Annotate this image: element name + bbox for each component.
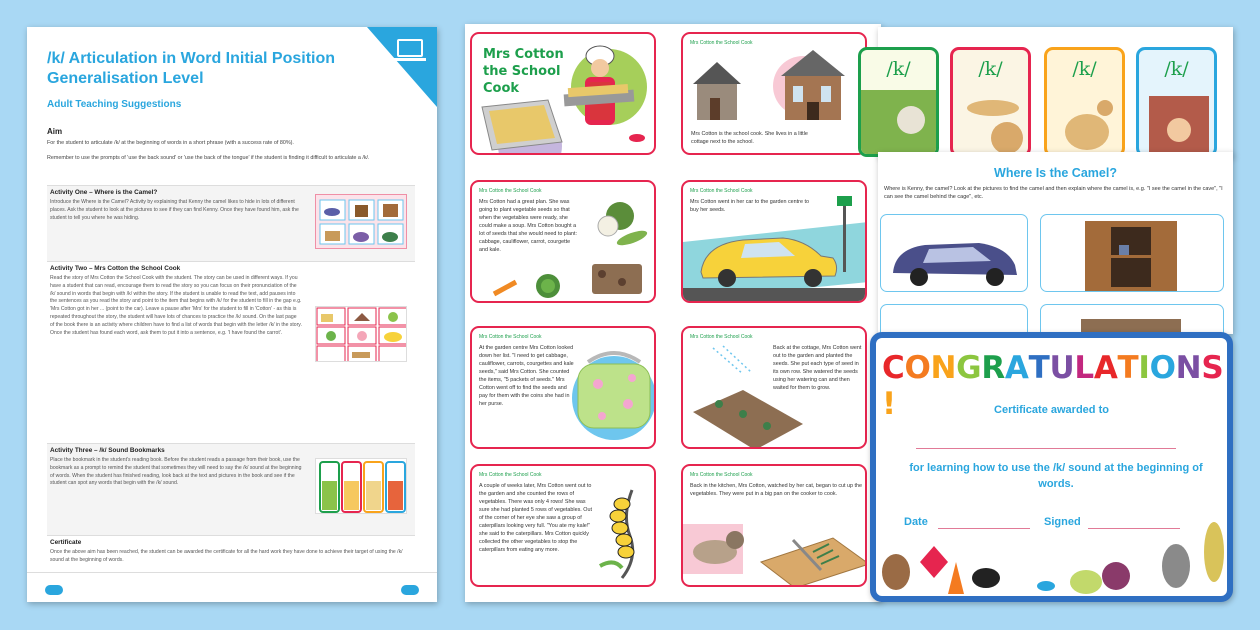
picture-box-car — [880, 214, 1028, 292]
where-is-camel-page — [878, 152, 1233, 334]
story-page-card — [681, 180, 867, 303]
story-page-text: Mrs Cotton went in her car to the garden centre to buy her seeds. — [690, 199, 809, 213]
certificate-reason: for learning how to use the /k/ sound at the beginning of words. — [909, 462, 1203, 490]
purse-illustration — [472, 328, 656, 449]
aim-heading: Aim — [47, 127, 63, 136]
certificate-heading-letter: C — [882, 350, 905, 386]
logo-icon — [401, 585, 419, 595]
bookmark-letter: /k/ — [1164, 58, 1189, 80]
date-label: Date — [904, 516, 928, 528]
watering-illustration — [683, 328, 867, 449]
bookmark-card — [1136, 47, 1217, 157]
story-page-card — [681, 326, 867, 449]
activity-heading: Activity Two – Mrs Cotton the School Cook — [50, 265, 181, 272]
story-page-card — [681, 464, 867, 587]
camel-activity-instructions: Where is Kenny, the camel? Look at the pictures to find the camel and then explain where the camel is, e.g. "I see the camel in the cave", "I can see the camel behind the cage", etc. — [884, 186, 1223, 200]
certificate-heading-letter: U — [1049, 350, 1075, 386]
story-page-card — [681, 32, 867, 155]
bookmark-letter: /k/ — [978, 58, 1003, 80]
car-illustration — [683, 182, 867, 303]
activity-body: Once the above aim has been reached, the student can be awarded the certificate for all the hard work they have done to achieve their target of using the /k/ sound at the beginning of words. — [50, 549, 403, 563]
camel-activity-title: Where Is the Camel? — [994, 166, 1117, 180]
story-page-header: Mrs Cotton the School Cook — [690, 472, 753, 478]
teaching-notes-page — [27, 27, 437, 602]
kitchen-cat-illustration — [683, 466, 867, 587]
name-line — [916, 448, 1176, 449]
certificate-heading-letter: N — [1175, 350, 1202, 386]
certificate-heading-letter: L — [1074, 350, 1094, 386]
certificate-section — [47, 535, 415, 575]
activity-heading: Certificate — [50, 539, 82, 546]
certificate-heading-letter: O — [904, 350, 931, 386]
logo-icon — [45, 585, 63, 595]
certificate-heading-letter: R — [981, 350, 1005, 386]
camel-activity-thumbnail — [315, 194, 407, 249]
story-page-text: Mrs Cotton had a great plan. She was going to plant vegetable seeds so that when the vegetables were ready, she could make a soup. Mrs Cotton bought a lot of seeds that she would need to plant: cabbage, cauliflower, carrot, courgette and kale. — [479, 199, 577, 253]
picture-box-cupboard — [1040, 214, 1224, 292]
activity-one — [47, 185, 415, 261]
story-activity-thumbnail — [315, 306, 407, 362]
story-page-text: At the garden centre Mrs Cotton looked down her list. "I need to get cabbage, cauliflower, carrots, courgettes and kale seeds," said Mrs Cotton. She counted the items, "5 packets of seeds." Mrs Cotton went off to find the seeds and pay for them with the coins she had in her purse. — [479, 345, 574, 407]
page-footer — [27, 572, 437, 602]
page-title: /k/ Articulation in Word Initial Position Generalisation Level — [47, 50, 336, 87]
story-page-header: Mrs Cotton the School Cook — [690, 40, 753, 46]
story-page-text: A couple of weeks later, Mrs Cotton went out to the garden and she counted the rows of vegetables. There was only 4 rows! She was sure she had planted 5 rows of vegetables. Out of the corner of her eye she saw a group of caterpillars looking very full. "You ate my kale!" she said to the caterpillars. Mrs Cotton quickly collected the other vegetables to stop the caterpillars from eating any more. — [479, 483, 592, 553]
activity-body: Place the bookmark in the student's reading book. Before the student reads a passage from their book, use the bookmark as a prompt to remind the student that sometimes they will need to say the /k/ sound at the beginning of words. When the student has finished reading, look back at the text and pictures in the book and see if the student can spot any words that begin with the /k/ sound. — [50, 457, 302, 487]
certificate-heading-letter: N — [930, 350, 957, 386]
certificate-heading-letter: A — [1004, 350, 1029, 386]
story-page-text: Mrs Cotton is the school cook. She lives in a little cottage next to the school. — [691, 131, 808, 145]
bookmark-card — [1044, 47, 1125, 157]
signed-label: Signed — [1044, 516, 1081, 528]
bookmark-letter: /k/ — [886, 58, 911, 80]
activity-body: Read the story of Mrs Cotton the School Cook with the student. The story can be used in different ways. If you have a student that can read, encourage them to read the story so you can focus on their pronunciation of the /k/ sound in words that begin with /k/ within the story. If the student is unable to read the text, add pauses into the sentences as you read the story and point to the item that begins with /k/ for the student to fill in the gap e.g. 'Mrs Cotton got in her ... (point to the car). Leave a pause after 'Mrs' for the student to fill in 'Cotton' - as this is repeated throughout the story, the student will have lots of chances to practice the /k/ sound. On the last page of the book there is an activity where children have to find a list of words that begin with the letter /k/ in the story. Once the student has found each word, ask them to put it into a sentence, e.g. 'I have found the carrot'. — [50, 275, 302, 336]
certificate-illustrations — [876, 516, 1227, 596]
vegetables-illustration — [472, 182, 656, 303]
certificate-heading-letter: T — [1028, 350, 1050, 386]
story-title: Mrs Cotton the School Cook — [483, 47, 564, 96]
bookmark-card — [858, 47, 939, 157]
certificate-heading-letter: S — [1201, 350, 1224, 386]
cook-illustration — [472, 34, 656, 155]
page-subtitle: Adult Teaching Suggestions — [47, 99, 182, 110]
certificate-heading-letter: G — [956, 350, 982, 386]
story-book-pages — [465, 24, 881, 602]
aim-reminder: Remember to use the prompts of 'use the back sound' or 'use the back of the tongue' if the student is finding it difficult to articulate a /k/. — [47, 155, 370, 161]
certificate-heading-letter: ! — [882, 386, 896, 422]
bookmarks-page — [878, 27, 1233, 157]
story-page-header: Mrs Cotton the School Cook — [479, 188, 542, 194]
certificate-awarded-to: Certificate awarded to — [994, 404, 1109, 416]
laptop-icon — [397, 39, 423, 57]
activity-body: Introduce the Where is the Camel? Activity by explaining that Kenny the camel likes to hide in lots of different places. Ask the student to look at the pictures to see if they can find Kenny. Once they have found him, ask the student to tell you where he was hiding. — [50, 199, 299, 221]
activity-two — [47, 261, 415, 443]
bookmark-letter: /k/ — [1072, 58, 1097, 80]
certificate-heading-letter: T — [1117, 350, 1139, 386]
story-page-header: Mrs Cotton the School Cook — [479, 472, 542, 478]
certificate-page — [870, 332, 1233, 602]
certificate-heading-letter: O — [1149, 350, 1176, 386]
bookmark-card — [950, 47, 1031, 157]
story-page-card — [470, 180, 656, 303]
certificate-heading-letter: I — [1138, 350, 1150, 386]
story-page-text: Back at the cottage, Mrs Cotton went out to the garden and planted the seeds. She put each type of seed in its own row. She watered the seeds using her watering can and then waited for them to grow. — [773, 345, 862, 391]
bookmarks-thumbnail — [315, 458, 407, 514]
certificate-heading-letter: A — [1093, 350, 1118, 386]
story-page-header: Mrs Cotton the School Cook — [690, 334, 753, 340]
story-cover-card — [470, 32, 656, 155]
activity-heading: Activity Three – /k/ Sound Bookmarks — [50, 447, 165, 454]
activity-three — [47, 443, 415, 535]
caterpillar-illustration — [472, 466, 656, 587]
story-page-header: Mrs Cotton the School Cook — [479, 334, 542, 340]
story-page-card — [470, 326, 656, 449]
story-page-header: Mrs Cotton the School Cook — [690, 188, 753, 194]
story-page-text: Back in the kitchen, Mrs Cotton, watched by her cat, began to cut up the vegetables. They were put in a big pan on the cooker to cook. — [690, 483, 862, 497]
aim-text: For the student to articulate /k/ at the beginning of words in a short phrase (with a success rate of 80%). — [47, 140, 294, 146]
activity-heading: Activity One – Where is the Camel? — [50, 189, 158, 196]
story-page-card — [470, 464, 656, 587]
